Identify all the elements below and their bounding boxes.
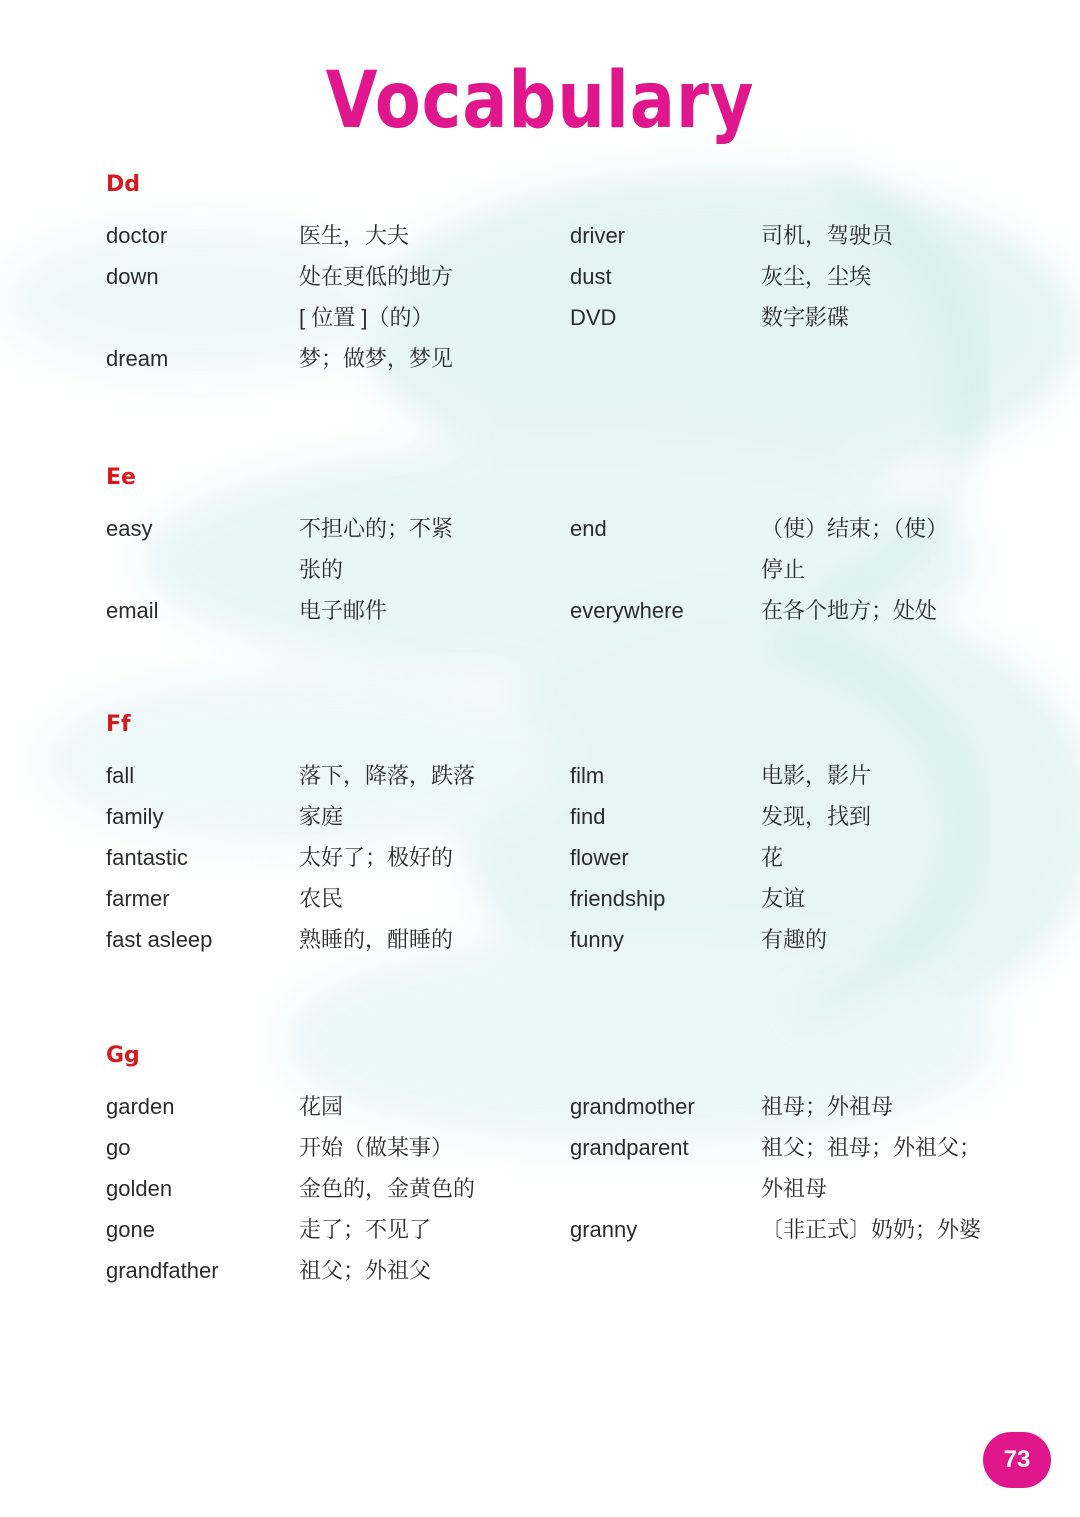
meaning-right: 〔非正式〕奶奶；外婆 [761,1217,982,1242]
meaning-left: 农民 [299,886,344,911]
meaning-left: 太好了；极好的 [299,845,454,870]
vocab-row [0,796,1080,837]
vocab-row [0,508,1080,549]
meaning-left: 熟睡的，酣睡的 [299,927,454,952]
word-left: grandfather [106,1258,219,1283]
word-right: end [570,516,607,541]
meaning-right: 祖母；外祖母 [761,1094,894,1119]
meaning-left: 花园 [299,1094,344,1119]
meaning-left: 电子邮件 [299,598,388,623]
word-left: garden [106,1094,175,1119]
meaning-right: 停止 [761,557,806,582]
word-left: fall [106,763,135,788]
meaning-right: 电影，影片 [761,763,872,788]
word-left: easy [106,516,153,541]
vocab-row [0,837,1080,878]
word-left: family [106,804,164,829]
vocab-row [0,338,1080,379]
meaning-left: 不担心的；不紧 [299,516,454,541]
meaning-right: 友谊 [761,886,806,911]
meaning-left: 祖父；外祖父 [299,1258,432,1283]
meaning-right: 灰尘，尘埃 [761,264,872,289]
meaning-left: 开始（做某事） [299,1135,454,1160]
word-right: driver [570,223,626,248]
vocab-row [0,549,1080,590]
word-right: flower [570,845,629,870]
word-left: email [106,598,159,623]
meaning-left: 家庭 [299,804,344,829]
section-letter: Ff [106,712,131,737]
meaning-left: 走了；不见了 [299,1217,432,1242]
word-right: funny [570,927,624,952]
word-right: grandparent [570,1135,689,1160]
word-left: down [106,264,159,289]
word-left: fast asleep [106,927,213,952]
vocab-row [0,256,1080,297]
word-right: DVD [570,305,617,330]
meaning-right: 司机，驾驶员 [761,223,894,248]
word-left: fantastic [106,845,188,870]
meaning-right: 有趣的 [761,927,828,952]
meaning-left: 张的 [299,557,344,582]
section-letter: Ee [106,465,136,490]
section-letter: Gg [106,1043,140,1068]
vocab-row [0,297,1080,338]
word-right: film [570,763,605,788]
word-left: dream [106,346,169,371]
meaning-left: 处在更低的地方 [299,264,454,289]
meaning-right: 在各个地方；处处 [761,598,938,623]
vocab-row [0,755,1080,796]
section-letter: Dd [106,172,141,197]
page-number-badge: 73 [983,1432,1051,1488]
word-left: golden [106,1176,173,1201]
meaning-left: 医生，大夫 [299,223,410,248]
word-right: dust [570,264,612,289]
meaning-right: 花 [761,845,784,870]
word-left: go [106,1135,131,1160]
meaning-left: [ 位置 ]（的） [299,305,434,330]
word-left: farmer [106,886,170,911]
meaning-right: 发现，找到 [761,804,872,829]
meaning-right: 祖父；祖母；外祖父； [761,1135,982,1160]
word-right: everywhere [570,598,684,623]
vocab-row [0,1168,1080,1209]
meaning-right: 外祖母 [761,1176,828,1201]
vocab-row [0,590,1080,631]
vocab-row [0,919,1080,960]
vocab-row [0,1209,1080,1250]
word-left: gone [106,1217,155,1242]
meaning-left: 落下，降落，跌落 [299,763,476,788]
word-right: friendship [570,886,666,911]
word-right: find [570,804,606,829]
meaning-left: 梦；做梦，梦见 [299,346,454,371]
word-right: grandmother [570,1094,695,1119]
vocab-row [0,1127,1080,1168]
vocab-row [0,215,1080,256]
page-title: Vocabulary [325,56,755,146]
meaning-right: 数字影碟 [761,305,850,330]
meaning-right: （使）结束；（使） [761,516,949,541]
vocab-row [0,1250,1080,1291]
word-left: doctor [106,223,168,248]
vocab-row [0,878,1080,919]
vocab-row [0,1086,1080,1127]
word-right: granny [570,1217,638,1242]
meaning-left: 金色的，金黄色的 [299,1176,476,1201]
